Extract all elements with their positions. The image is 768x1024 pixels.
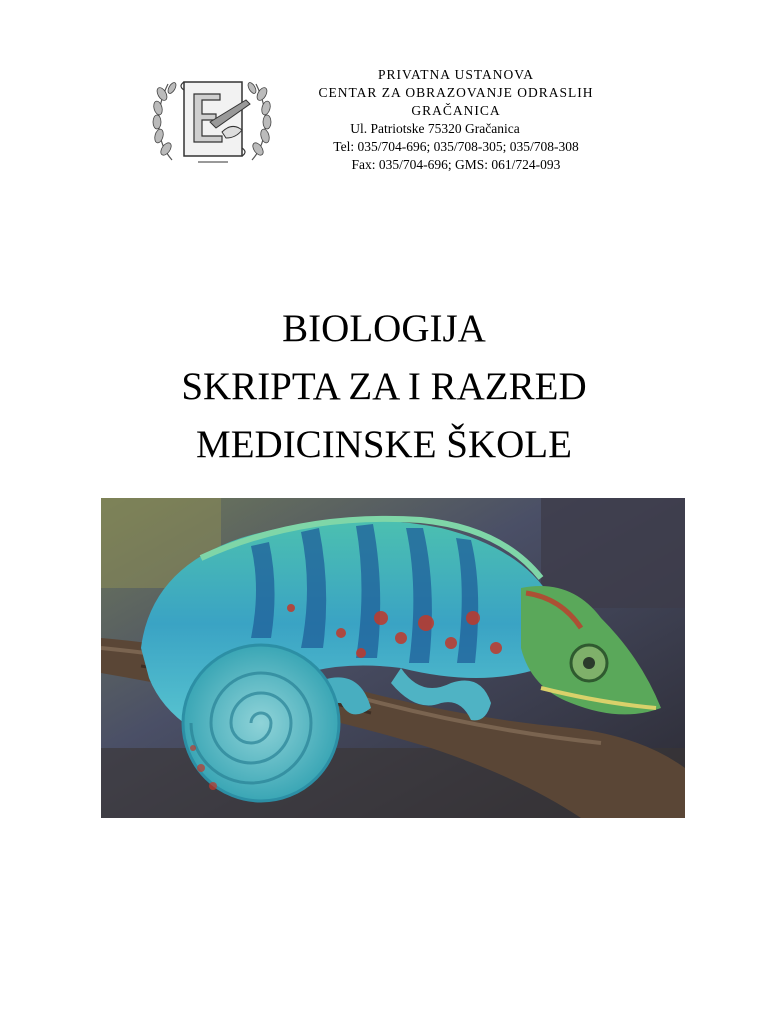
title-line-3: MEDICINSKE ŠKOLE [196, 423, 572, 466]
institution-header [296, 66, 616, 174]
title-line-2: SKRIPTA ZA I RAZRED [181, 365, 587, 408]
institution-phone: Tel: 035/704-696; 035/708-305; 035/708-308 [333, 139, 579, 154]
subject-title: BIOLOGIJA [282, 307, 486, 350]
institution-type: PRIVATNA USTANOVA [377, 67, 535, 82]
cover-photo-chameleon [101, 498, 685, 818]
institution-city: GRAČANICA [411, 103, 501, 118]
institution-name: CENTAR ZA OBRAZOVANJE ODRASLIH [318, 85, 594, 100]
document-title-block [0, 300, 768, 474]
institution-fax: Fax: 035/704-696; GMS: 061/724-093 [351, 157, 561, 172]
institution-address: Ul. Patriotske 75320 Gračanica [350, 121, 520, 136]
